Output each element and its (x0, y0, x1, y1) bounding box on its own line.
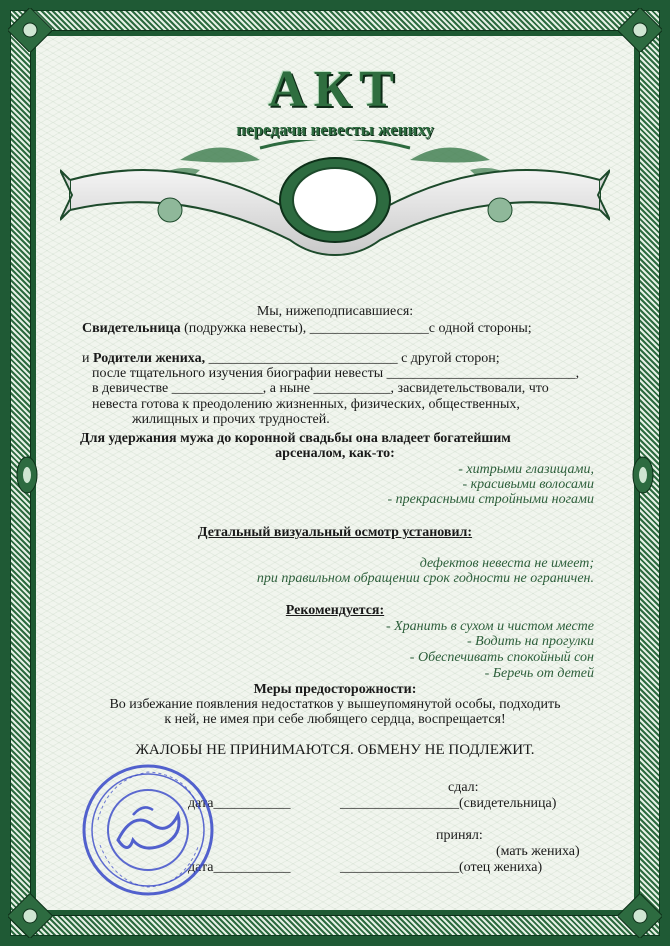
party2-prefix: и (82, 351, 90, 366)
no-complaints-notice: ЖАЛОБЫ НЕ ПРИНИМАЮТСЯ. ОБМЕНУ НЕ ПОДЛЕЖИТ. (135, 742, 535, 758)
recommend-item-3: - Обеспечивать спокойный сон (409, 650, 594, 665)
ready-line: невеста готова к преодолению жизненных, физических, общественных, (92, 397, 520, 412)
document-title: АКТ (268, 61, 402, 118)
bio-line: после тщательного изучения биографии невесты ___________________________, (92, 366, 580, 381)
party2-end: с другой сторон; (401, 351, 500, 366)
received-label: принял: (436, 828, 483, 843)
recommend-heading: Рекомендуется: (285, 603, 385, 618)
arsenal-line-1: Для удержания мужа до коронной свадьбы она владеет богатейшим (80, 431, 511, 446)
corner-ornament-top-right (618, 8, 662, 52)
seal-stamp (78, 760, 218, 900)
precautions-heading: Меры предосторожности: (253, 682, 417, 697)
troubles-line: жилищных и прочих трудностей. (132, 412, 330, 427)
ribbon-banner (60, 140, 610, 270)
party1-bold: Свидетельница (82, 321, 181, 336)
precautions-line-2: к ней, не имея при себе любящего сердца, воспрещается! (164, 712, 506, 727)
party1-line (82, 321, 532, 337)
party2-blank: ___________________________ (208, 351, 398, 366)
recommend-item-4: - Беречь от детей (484, 666, 594, 681)
inspection-item-2: при правильном обращении срок годности не ограничен. (256, 571, 594, 586)
signature-mother: (мать жениха) (496, 844, 580, 859)
maiden-line: в девичестве _____________, а ныне ___________, засвидетельствовали, что (92, 381, 549, 396)
recommend-item-1: - Хранить в сухом и чистом месте (385, 619, 594, 634)
party2-line (82, 351, 500, 367)
party2-bold: Родители жениха, (93, 351, 206, 366)
party1-end: с одной стороны; (428, 321, 532, 336)
party1-rest: (подружка невесты), (184, 321, 307, 336)
recommend-item-2: - Водить на прогулки (467, 634, 594, 649)
date-field-1: дата___________ (188, 796, 291, 811)
arsenal-item-2: - красивыми волосами (462, 477, 594, 492)
signature-witness: _________________(свидетельница) (340, 796, 557, 811)
document-subtitle: передачи невесты жениху (236, 120, 434, 139)
party1-blank: _________________ (309, 321, 429, 336)
corner-ornament-bottom-left (8, 894, 52, 938)
precautions-line-1: Во избежание появления недостатков у вышеупомянутой особы, подходить (109, 697, 561, 712)
handed-over-label: сдал: (448, 780, 479, 795)
inspection-item-1: дефектов невеста не имеет; (419, 556, 594, 571)
arsenal-item-3: - прекрасными стройными ногами (387, 492, 594, 507)
corner-ornament-bottom-right (618, 894, 662, 938)
date-field-2: дата___________ (188, 860, 291, 875)
inspection-heading: Детальный визуальный осмотр установил: (197, 525, 473, 540)
corner-ornament-top-left (8, 8, 52, 52)
signature-father: _________________(отец жениха) (340, 860, 543, 875)
arsenal-line-2: арсеналом, как-то: (275, 446, 395, 461)
arsenal-item-1: - хитрыми глазищами, (458, 462, 594, 477)
intro-line: Мы, нижеподписавшиеся: (256, 304, 414, 319)
